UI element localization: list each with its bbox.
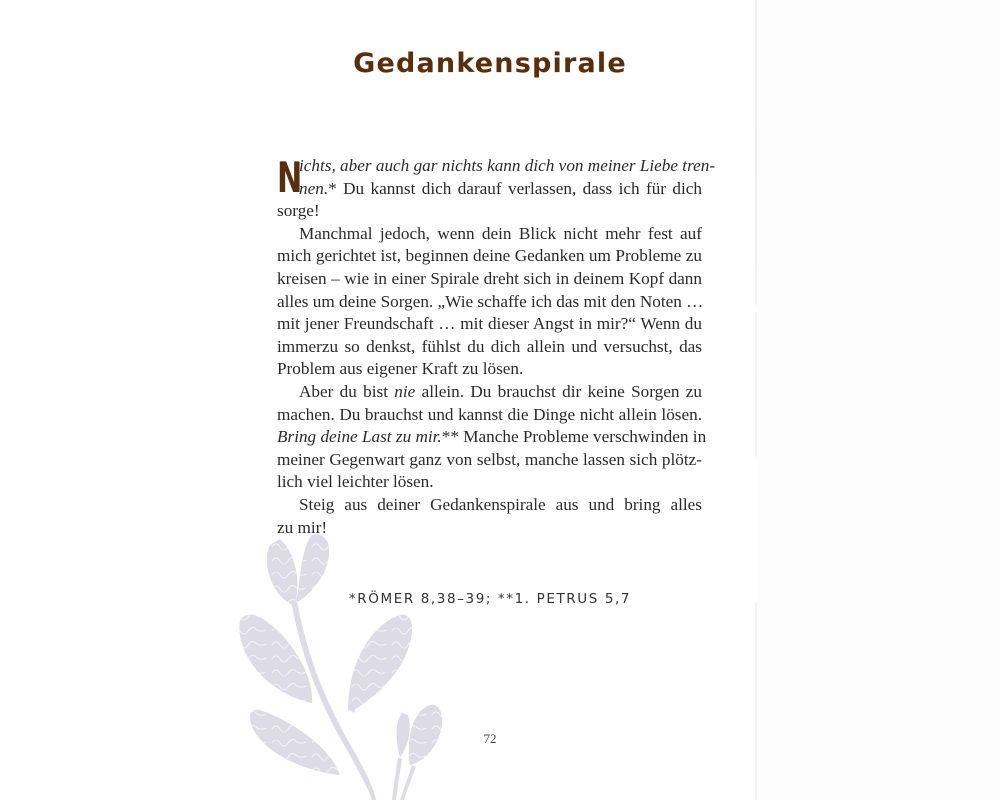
page-number: 72	[483, 731, 497, 746]
paragraph-1	[277, 155, 716, 223]
text-line: zu mir!	[277, 517, 328, 537]
text-line: kreisen – wie in einer Spirale dreht sich in deinem Kopf dann	[277, 268, 702, 288]
text-line: immerzu so denkst, fühlst du dich allein und versuchst, das	[277, 336, 702, 356]
paragraph-3	[277, 381, 707, 494]
text-line: mit jener Freundschaft … mit dieser Angst in mir?“ Wenn du	[277, 314, 702, 334]
text-line: Problem aus eigener Kraft zu lösen.	[277, 359, 524, 379]
footnote-references: *RÖMER 8,38–39; **1. PETRUS 5,7	[348, 591, 632, 607]
text-line: alles um deine Sorgen. „Wie schaffe ich das mit den Noten …	[277, 291, 704, 311]
text-line: lich viel leichter lösen.	[277, 472, 434, 492]
text-line: meiner Gegenwart ganz von selbst, manche lassen sich plötz-	[277, 449, 702, 469]
page-title: Gedankenspirale	[353, 48, 627, 79]
paragraph-2	[277, 223, 702, 381]
body-text	[277, 153, 716, 539]
text-line: machen. Du brauchst und kannst die Dinge nicht allein lösen.	[277, 404, 702, 424]
paragraph-4	[277, 494, 702, 539]
text-line: Bring deine Last zu mir.** Manche Probleme verschwinden in	[277, 427, 707, 447]
text-line: Steig aus deiner Gedankenspirale aus und bring alles	[299, 494, 702, 514]
adjacent-page-area	[757, 0, 1000, 800]
text-line: mich gerichtet ist, beginnen deine Gedanken um Probleme zu	[277, 246, 702, 266]
text-line: nen.* Du kannst dich darauf verlassen, dass ich für dich	[299, 178, 702, 198]
text-line: Manchmal jedoch, wenn dein Blick nicht mehr fest auf	[299, 223, 702, 243]
drop-cap: N	[277, 153, 303, 202]
page-gutter-line	[755, 0, 757, 800]
text-line: ichts, aber auch gar nichts kann dich von meiner Liebe tren-	[299, 156, 716, 175]
leaf-branch-icon	[230, 525, 480, 800]
text-line: Aber du bist nie allein. Du brauchst dir keine Sorgen zu	[299, 381, 702, 401]
text-line: sorge!	[277, 201, 320, 221]
